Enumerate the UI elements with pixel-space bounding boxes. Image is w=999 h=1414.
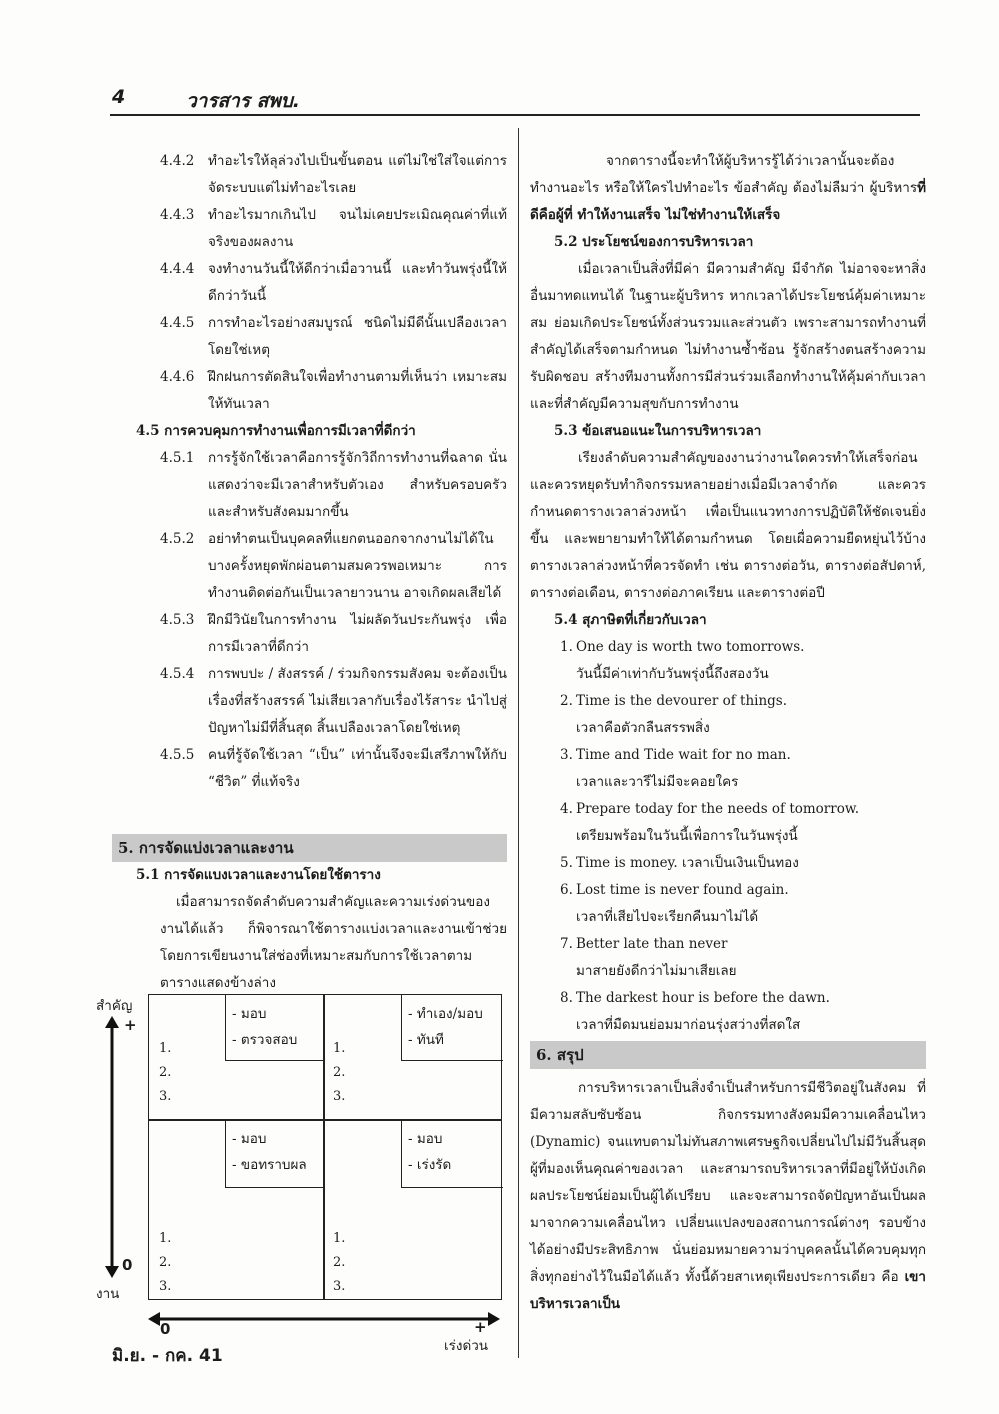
list-item — [112, 364, 507, 418]
proverb-number: 7. — [560, 936, 573, 952]
heading-5-4: 5.4 สุภาษิตที่เกี่ยวกับเวลา — [554, 612, 707, 628]
list-item: 2. — [159, 1065, 172, 1080]
item-number: 4.4.3 — [160, 207, 195, 223]
item-number: 4.5.4 — [160, 666, 195, 682]
proverb-number: 2. — [560, 693, 573, 709]
list-item: 3. — [333, 1089, 346, 1104]
paragraph-intro — [530, 148, 926, 229]
quadrant-top-right-line2: - ทันที — [408, 1032, 444, 1048]
list-item: 3. — [159, 1089, 172, 1104]
proverb-english: Lost time is never found again. — [576, 882, 789, 898]
item-text: ทำอะไรให้ลุล่วงไปเป็นขั้นตอน แต่ไม่ใช่ใส่ใจแต่การจัดระบบแต่ไม่ทำอะไรเลย — [208, 153, 507, 196]
proverb-item — [530, 985, 926, 1012]
heading-5-1: 5.1 การจัดแบงเวลาและงานโดยใช้ตาราง — [136, 867, 381, 883]
quadrant-bottom-left-line1: - มอบ — [232, 1131, 267, 1147]
proverb-english: One day is worth two tomorrows. — [576, 639, 805, 655]
item-number: 4.4.5 — [160, 315, 195, 331]
quadrant-top-right-list — [333, 1037, 345, 1109]
list-item — [112, 202, 507, 256]
item-number: 4.5.1 — [160, 450, 195, 466]
proverb-item — [530, 931, 926, 958]
list-item: 2. — [333, 1255, 346, 1270]
y-axis-arrow — [104, 1016, 120, 1278]
list-item — [112, 661, 507, 742]
item-number: 4.5.2 — [160, 531, 195, 547]
proverb-english: Time is money. เวลาเป็นเงินเป็นทอง — [576, 855, 799, 871]
proverb-english: The darkest hour is before the dawn. — [576, 990, 830, 1006]
conclusion-text: การบริหารเวลาเป็นสิ่งจำเป็นสำหรับการมีชีวิตอยู่ในสังคม ที่มีความสลับซับซ้อน กิจกรรมทางสังคมมีความเคลื่อนไหว (Dynamic) จนแทบตามไม่ทันสภาพเศรษฐกิจเปลี่ยนไปไม่มีวันสิ้นสุด ผู้ที่มองเห็นคุณค่าของเวลา และสามารถบริหารเวลาที่มีอยู่ให้บังเกิดผลประโยชน์ย่อมเป็นผู้ได้เปรียบ และจะสามารถจัดปัญหาอันเป็นผลมาจากความเคลื่อนไหว เปลี่ยนแปลงของสถานการณ์ต่างๆ รอบข้างได้อย่างมีประสิทธิภาพ นั่นย่อมหมายความว่าบุคคลนั้นได้ควบคุมทุกสิ่งทุกอย่างไว้ในมือได้แล้ว ทั้งนี้ด้วยสาเหตุเพียงประการเดียว คือ — [530, 1080, 926, 1285]
list-item — [112, 526, 507, 607]
intro-bold-text: ที่ดีคือผู้ที่ ทำให้งานเสร็จ ไม่ใช่ทำงานให้เสร็จ — [530, 180, 926, 223]
proverb-thai: เวลาและวารีไม่มีจะคอยใคร — [576, 774, 739, 790]
intro-text: จากตารางนี้จะทำให้ผู้บริหารรู้ได้ว่าเวลานั้นจะต้องทำงานอะไร หรือให้ใครไปทำอะไร ข้อสำคัญ ต้องไม่ลืมว่า ผู้บริหาร — [530, 153, 918, 196]
proverb-number: 6. — [560, 882, 573, 898]
list-item: 1. — [159, 1041, 172, 1056]
quadrant-bottom-right-box — [401, 1120, 503, 1188]
proverb-thai: เวลาที่เสียไปจะเรียกคืนมาไม่ได้ — [576, 909, 759, 925]
item-number: 4.5.5 — [160, 747, 195, 763]
item-text: การรู้จักใช้เวลาคือการรู้จักวิถีการทำงานที่ฉลาด นั่นแสดงว่าจะมีเวลาสำหรับตัวเอง สำหรับครอบครัวและสำหรับสังคมมากขึ้น — [208, 450, 507, 520]
heading-4-5: 4.5 การควบคุมการทำงานเพื่อการมีเวลาที่ดีกว่า — [136, 423, 416, 439]
quadrant-bottom-left-line2: - ขอทราบผล — [232, 1157, 307, 1173]
proverb-item — [530, 850, 926, 877]
list-item — [112, 310, 507, 364]
proverb-list — [530, 634, 926, 1039]
y-axis-label-bottom: งาน — [96, 1286, 120, 1302]
proverb-thai: เตรียมพร้อมในวันนี้เพื่อการในวันพรุ่งนี้ — [576, 828, 798, 844]
section-5-title: 5. การจัดแบ่งเวลาและงาน — [112, 834, 507, 862]
journal-title: วารสาร สพบ. — [186, 90, 301, 112]
item-text: ทำอะไรมากเกินไป จนไม่เคยประเมิณคุณค่าที่แท้จริงของผลงาน — [208, 207, 507, 250]
item-text: อย่าทำตนเป็นบุคคลที่แยกตนออกจากงานไม่ได้ในบางครั้งหยุดพักผ่อนตามสมควรพอเหมาะ การทำงานติดต่อกันเป็นเวลายาวนาน อาจเกิดผลเสียได้ — [208, 531, 507, 601]
x-axis-arrow — [148, 1311, 500, 1327]
proverb-item — [530, 634, 926, 661]
list-item: 1. — [159, 1231, 172, 1246]
paragraph-6 — [530, 1075, 926, 1318]
proverb-english: Better late than never — [576, 936, 728, 952]
proverb-item — [530, 742, 926, 769]
list-item: 1. — [333, 1041, 346, 1056]
item-number: 4.4.2 — [160, 153, 195, 169]
proverb-english: Time and Tide wait for no man. — [576, 747, 791, 763]
proverb-thai: เวลาคือตัวกลืนสรรพสิ่ง — [576, 720, 710, 736]
proverb-english: Prepare today for the needs of tomorrow. — [576, 801, 860, 817]
y-axis-plus: + — [124, 1016, 137, 1034]
quadrant-top-right-line1: - ทำเอง/มอบ — [408, 1006, 483, 1022]
list-item: 3. — [159, 1279, 172, 1294]
proverb-number: 5. — [560, 855, 573, 871]
heading-5-2: 5.2 ประโยชน์ของการบริหารเวลา — [554, 234, 754, 250]
paragraph-5-3: เรียงลำดับความสำคัญของงานว่างานใดควรทำให้เสร็จก่อน และควรหยุดรับทำกิจกรรมหลายอย่างเมื่อมีเวลาจำกัด และควรกำหนดตารางเวลาล่วงหน้า เพื่อเป็นแนวทางการปฏิบัติให้ชัดเจนยิ่งขึ้น และพยายามทำให้ได้ตามกำหนด โดยเผื่อความยืดหยุ่นไว้บ้าง ตารางเวลาล่วงหน้าที่ควรจัดทำ เช่น ตารางต่อวัน, ตารางต่อสัปดาห์, ตารางต่อเดือน, ตารางต่อภาคเรียน และตารางต่อปี — [530, 450, 926, 601]
left-column — [112, 148, 507, 997]
header-rule — [110, 114, 920, 116]
quadrant-bottom-left-list — [159, 1227, 171, 1299]
list-item: 2. — [159, 1255, 172, 1270]
quadrant-top-left-box — [225, 995, 325, 1061]
quadrant-top-left-line2: - ตรวจสอบ — [232, 1032, 298, 1048]
list-item — [112, 445, 507, 526]
paragraph-5-1: เมื่อสามารถจัดลำดับความสำคัญและความเร่งด่วนของงานได้แล้ว ก็พิจารณาใช้ตารางแบ่งเวลาและงานเข้าช่วย โดยการเขียนงานใส่ช่องที่เหมาะสมกับการใช้เวลาตามตารางแสดงข้างล่าง — [160, 894, 507, 991]
list-item: 1. — [333, 1231, 346, 1246]
heading-5-3: 5.3 ข้อเสนอแนะในการบริหารเวลา — [554, 423, 762, 439]
column-divider — [518, 128, 519, 1358]
issue-footer: มิ.ย. - กค. 41 — [112, 1346, 223, 1366]
conclusion-bold-text: เขาบริหารเวลาเป็น — [530, 1269, 926, 1312]
list-item — [112, 607, 507, 661]
x-axis-label: เร่งด่วน — [444, 1338, 489, 1354]
time-task-matrix — [148, 994, 502, 1300]
proverb-number: 1. — [560, 639, 573, 655]
paragraph-5-2: เมื่อเวลาเป็นสิ่งที่มีค่า มีความสำคัญ มีจำกัด ไม่อาจจะหาสิ่งอื่นมาทดแทนได้ ในฐานะผู้บริหาร หากเวลาได้ประโยชน์คุ้มค่าเหมาะสม ย่อมเกิดประโยชน์ทั้งส่วนรวมและส่วนตัว เพราะสามารถทำงานที่สำคัญได้เสร็จตามกำหนด ไม่ทำงานซ้ำซ้อน รู้จักสร้างตนสร้างความรับผิดชอบ สร้างทีมงานทั้งการมีส่วนร่วมเลือกทำงานให้คุ้มค่ากับเวลาและที่สำคัญมีความสุขกับการทำงาน — [530, 261, 926, 412]
proverb-thai: เวลาที่มืดมนย่อมมาก่อนรุ่งสว่างที่สดใส — [576, 1017, 801, 1033]
list-4-4 — [112, 148, 507, 418]
proverb-thai: วันนี้มีค่าเท่ากับวันพรุ่งนี้ถึงสองวัน — [576, 666, 769, 682]
item-text: คนที่รู้จัดใช้เวลา “เป็น” เท่านั้นจึงจะมีเสรีภาพให้กับ “ชีวิต” ที่แท้จริง — [208, 747, 507, 790]
quadrant-top-left-line1: - มอบ — [232, 1006, 267, 1022]
item-number: 4.5.3 — [160, 612, 195, 628]
proverb-number: 8. — [560, 990, 573, 1006]
quadrant-bottom-left-box — [225, 1120, 325, 1188]
item-number: 4.4.6 — [160, 369, 195, 385]
proverb-item — [530, 688, 926, 715]
right-column — [530, 148, 926, 1318]
item-text: การทำอะไรอย่างสมบูรณ์ ชนิดไม่มีดีนั้นเปลืองเวลาโดยใช่เหตุ — [208, 315, 507, 358]
x-axis-zero: 0 — [160, 1320, 171, 1338]
proverb-item — [530, 877, 926, 904]
proverb-number: 4. — [560, 801, 573, 817]
x-axis-plus: + — [474, 1318, 487, 1336]
list-item: 2. — [333, 1065, 346, 1080]
list-item: 3. — [333, 1279, 346, 1294]
item-text: จงทำงานวันนี้ให้ดีกว่าเมื่อวานนี้ และทำวันพรุ่งนี้ให้ดีกว่าวันนี้ — [208, 261, 507, 304]
item-text: การพบปะ / สังสรรค์ / ร่วมกิจกรรมสังคม จะต้องเป็นเรื่องที่สร้างสรรค์ ไม่เสียเวลากับเรื่องไร้สาระ นำไปสู่ปัญหาไม่มีที่สิ้นสุด สิ้นเปลืองเวลาโดยใช่เหตุ — [208, 666, 507, 736]
list-item — [112, 148, 507, 202]
quadrant-top-right-box — [401, 995, 503, 1061]
quadrant-bottom-right-list — [333, 1227, 345, 1299]
proverb-thai: มาสายยังดีกว่าไม่มาเสียเลย — [576, 963, 737, 979]
y-axis-zero: 0 — [122, 1256, 133, 1274]
page-number: 4 — [112, 86, 126, 108]
list-4-5 — [112, 445, 507, 796]
list-item — [112, 742, 507, 796]
quadrant-top-left-list — [159, 1037, 171, 1109]
item-text: ฝึกฝนการตัดสินใจเพื่อทำงานตามที่เห็นว่า เหมาะสมให้ทันเวลา — [208, 369, 507, 412]
proverb-english: Time is the devourer of things. — [576, 693, 788, 709]
section-6-title: 6. สรุป — [530, 1041, 926, 1069]
quadrant-bottom-right-line1: - มอบ — [408, 1131, 443, 1147]
list-item — [112, 256, 507, 310]
proverb-number: 3. — [560, 747, 573, 763]
item-number: 4.4.4 — [160, 261, 195, 277]
quadrant-bottom-right-line2: - เร่งรัด — [408, 1157, 452, 1173]
item-text: ฝึกมีวินัยในการทำงาน ไม่ผลัดวันประกันพรุ่ง เพื่อการมีเวลาที่ดีกว่า — [208, 612, 507, 655]
proverb-item — [530, 796, 926, 823]
y-axis-label-top: สำคัญ — [96, 998, 133, 1014]
